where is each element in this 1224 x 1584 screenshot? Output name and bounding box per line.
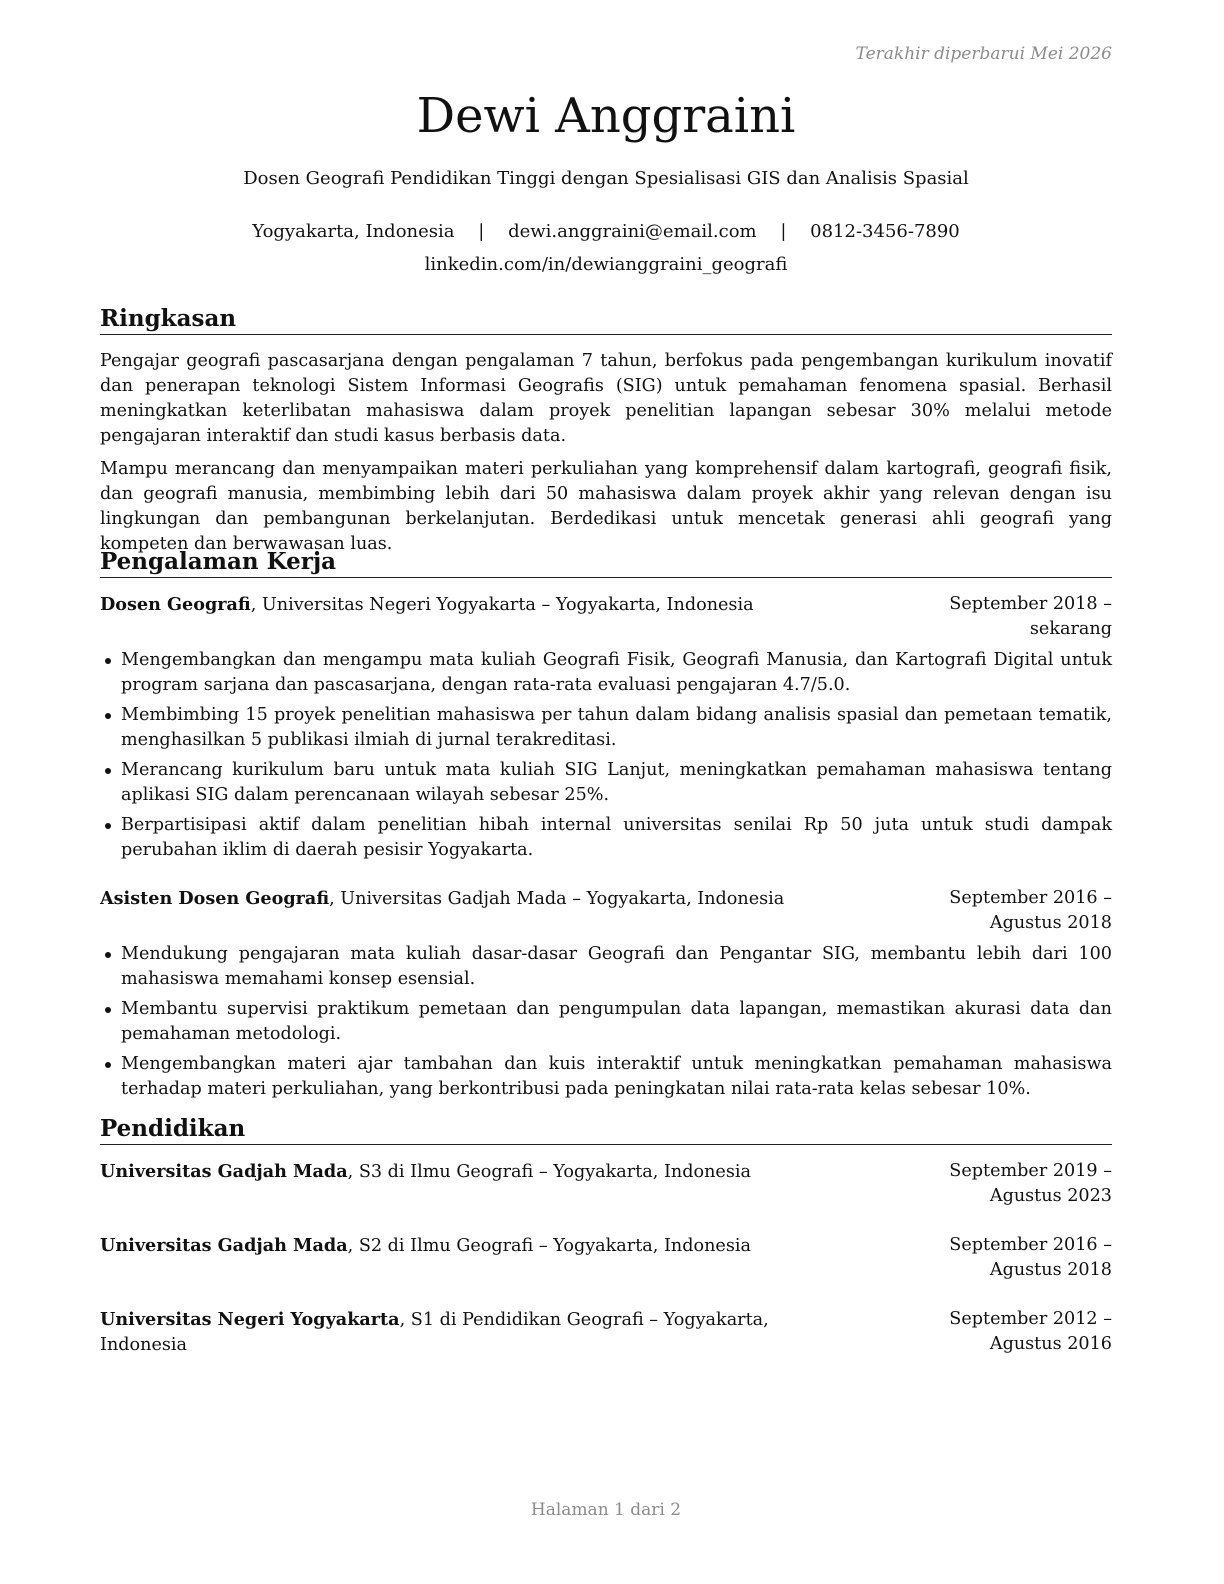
education-entry — [100, 1307, 1112, 1357]
degree-detail: , S2 di Ilmu Geografi – Yogyakarta, Indonesia — [347, 1236, 751, 1256]
job-title-line — [100, 592, 860, 618]
list-item: Berpartisipasi aktif dalam penelitian hibah internal universitas senilai Rp 50 juta untuk studi dampak perubahan iklim di daerah pesisir Yogyakarta. — [100, 813, 1112, 863]
education-dates: September 2012 – Agustus 2016 — [949, 1309, 1112, 1354]
job-org: , Universitas Negeri Yogyakarta – Yogyakarta, Indonesia — [250, 595, 754, 615]
education-title-line — [100, 1233, 860, 1259]
list-item: Mendukung pengajaran mata kuliah dasar-dasar Geografi dan Pengantar SIG, membantu lebih dari 100 mahasiswa memahami konsep esensial. — [100, 942, 1112, 992]
education-entry — [100, 1159, 1112, 1209]
education-dates: September 2016 – Agustus 2018 — [949, 1235, 1112, 1280]
education-title-line — [100, 1159, 860, 1185]
list-item: Membimbing 15 proyek penelitian mahasiswa per tahun dalam bidang analisis spasial dan pemetaan tematik, menghasilkan 5 publikasi ilmiah di jurnal terakreditasi. — [100, 703, 1112, 753]
contact-line — [0, 219, 1212, 245]
summary-paragraph: Mampu merancang dan menyampaikan materi perkuliahan yang komprehensif dalam kartografi, geografi fisik, dan geografi manusia, membimbing lebih dari 50 mahasiswa dalam proyek akhir yang relevan dengan isu lingkungan dan pembangunan berkelanjutan. Berdedikasi untuk mencetak generasi ahli geografi yang kompeten dan berwawasan luas. — [100, 459, 1112, 554]
degree-detail: , S1 di Pendidikan Geografi – Yogyakarta, Indonesia — [100, 1310, 769, 1355]
list-item: Mengembangkan dan mengampu mata kuliah Geografi Fisik, Geografi Manusia, dan Kartografi Digital untuk program sarjana dan pascasarjana, dengan rata-rata evaluasi pengajaran 4.7/5.0. — [100, 648, 1112, 698]
job-dates: September 2018 – sekarang — [949, 594, 1112, 639]
education-section — [100, 1114, 1112, 1357]
separator: | — [780, 221, 787, 242]
page-number: Halaman 1 dari 2 — [530, 1500, 682, 1520]
linkedin-link[interactable]: linkedin.com/in/dewianggraini_geografi — [424, 254, 788, 275]
education-dates: September 2019 – Agustus 2023 — [949, 1161, 1112, 1206]
section-title: Ringkasan — [100, 304, 1112, 335]
headline: Dosen Geografi Pendidikan Tinggi dengan Spesialisasi GIS dan Analisis Spasial — [243, 168, 969, 189]
job-role: Dosen Geografi — [100, 594, 251, 615]
last-updated: Terakhir diperbarui Mei 2026 — [855, 44, 1112, 64]
school-name: Universitas Negeri Yogyakarta — [100, 1309, 400, 1330]
list-item: Membantu supervisi praktikum pemetaan dan pengumpulan data lapangan, memastikan akurasi data dan pemahaman metodologi. — [100, 997, 1112, 1047]
degree-detail: , S3 di Ilmu Geografi – Yogyakarta, Indonesia — [347, 1162, 751, 1182]
education-title-line — [100, 1307, 860, 1358]
school-name: Universitas Gadjah Mada — [100, 1235, 348, 1256]
job-org: , Universitas Gadjah Mada – Yogyakarta, Indonesia — [329, 889, 785, 909]
job-role: Asisten Dosen Geografi — [100, 888, 330, 909]
education-entry — [100, 1233, 1112, 1283]
job-dates: September 2016 – Agustus 2018 — [949, 888, 1112, 933]
section-title: Pendidikan — [100, 1114, 1112, 1145]
summary-section — [100, 304, 1112, 557]
job-title-line — [100, 886, 860, 912]
school-name: Universitas Gadjah Mada — [100, 1161, 348, 1182]
job-entry — [100, 592, 1112, 863]
job-entry — [100, 886, 1112, 1102]
summary-paragraph: Pengajar geografi pascasarjana dengan pengalaman 7 tahun, berfokus pada pengembangan kurikulum inovatif dan penerapan teknologi Sistem Informasi Geografis (SIG) untuk pemahaman fenomena spasial. Berhasil meningkatkan keterlibatan mahasiswa dalam proyek penelitian lapangan sebesar 30% melalui metode pengajaran interaktif dan studi kasus berbasis data. — [100, 351, 1112, 446]
list-item: Mengembangkan materi ajar tambahan dan kuis interaktif untuk meningkatkan pemahaman mahasiswa terhadap materi perkuliahan, yang berkontribusi pada peningkatan nilai rata-rata kelas sebesar 10%. — [100, 1052, 1112, 1102]
email-link[interactable]: dewi.anggraini@email.com — [508, 221, 757, 242]
separator: | — [478, 221, 485, 242]
phone: 0812-3456-7890 — [810, 221, 960, 242]
experience-section — [100, 547, 1112, 1102]
list-item: Merancang kurikulum baru untuk mata kuliah SIG Lanjut, meningkatkan pemahaman mahasiswa tentang aplikasi SIG dalam perencanaan wilayah sebesar 25%. — [100, 758, 1112, 808]
section-title: Pengalaman Kerja — [100, 547, 1112, 578]
location: Yogyakarta, Indonesia — [252, 221, 455, 242]
person-name: Dewi Anggraini — [416, 88, 796, 144]
